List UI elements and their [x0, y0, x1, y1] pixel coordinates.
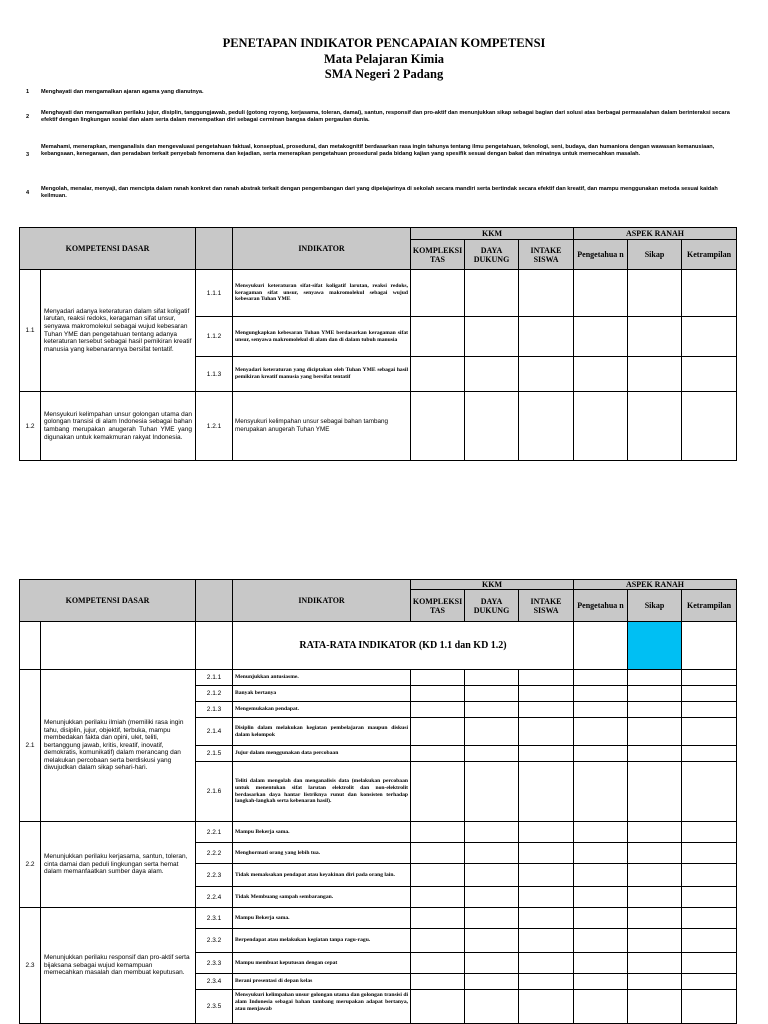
- kkm-intake-cell[interactable]: [519, 822, 574, 843]
- empty-cell: [196, 622, 233, 670]
- attitude-cell[interactable]: [628, 317, 682, 357]
- kkm-complexity-cell[interactable]: [411, 953, 465, 974]
- indicator-text: Mensyukuri kelimpahan unsur golongan utama dan golongan transisi di alam Indonesia sebagai bahan tambang merupakan adapat bertanya, atau menjawab: [233, 990, 411, 1024]
- attitude-header: Sikap: [628, 590, 682, 622]
- knowledge-cell[interactable]: [574, 908, 628, 929]
- school-title: SMA Negeri 2 Padang: [324, 67, 444, 81]
- kkm-support-cell[interactable]: [465, 270, 519, 317]
- attitude-cell[interactable]: [628, 270, 682, 317]
- kkm-complexity-cell[interactable]: [411, 762, 465, 822]
- indicator-number: 1.1.3: [196, 357, 233, 392]
- kkm-support-cell[interactable]: [465, 670, 519, 686]
- attitude-cell[interactable]: [628, 822, 682, 843]
- indicator-number: 2.2.2: [196, 843, 233, 864]
- kkm-complexity-cell[interactable]: [411, 822, 465, 843]
- core-competency-2: [26, 110, 736, 126]
- attitude-cell[interactable]: [628, 718, 682, 746]
- empty-cell: [41, 622, 196, 670]
- kkm-intake-cell[interactable]: [519, 762, 574, 822]
- kd-text: Menyadari adanya keteraturan dalam sifat koligatif larutan, reaksi redoks, keragaman sifat unsur, senyawa makromolekul sebagai wujud kebesaran Tuhan YME dan pengetahuan tentang adanya keteraturan tersebut sebagai hasil pemikiran kreatif manusia yang kebenarannya bersifat tentatif.: [41, 270, 196, 392]
- kkm-complexity-cell[interactable]: [411, 317, 465, 357]
- indicator-text: Mensyukuri kelimpahan unsur sebagai bahan tambang merupakan anugerah Tuhan YME: [233, 392, 411, 461]
- core-competency-text: Menghayati dan mengamalkan perilaku jujur, disiplin, tanggungjawab, peduli (gotong royong, kerjasama, toleran, damai), santun, responsif dan pro-aktif dan menunjukkan sikap sebagai bagian dari solusi atas berbagai permasalahan dalam berinteraksi secara efektif dengan lingkungan sosial dan alam serta dalam menempatkan diri sebagai cerminan bangsa dalam pergaulan dunia.: [41, 110, 730, 123]
- indicator-text: Berani presentasi di depan kelas: [233, 974, 411, 990]
- skill-cell[interactable]: [682, 953, 737, 974]
- kd-header: KOMPETENSI DASAR: [20, 228, 196, 270]
- skill-cell[interactable]: [682, 762, 737, 822]
- knowledge-header: Pengetahua n: [574, 240, 628, 270]
- core-competency-4: [26, 186, 736, 202]
- skill-cell[interactable]: [682, 270, 737, 317]
- indicator-text: Mengemukakan pendapat.: [233, 702, 411, 718]
- indicator-text: Mampu membuat keputusan dengan cepat: [233, 953, 411, 974]
- kkm-support-cell[interactable]: [465, 746, 519, 762]
- kkm-header: KKM: [411, 580, 574, 590]
- complexity-header: KOMPLEKSI TAS: [411, 590, 465, 622]
- attitude-cell[interactable]: [628, 357, 682, 392]
- knowledge-cell[interactable]: [574, 843, 628, 864]
- indicator-text: Berpendapat atau melakukan kegiatan tanpa ragu-ragu.: [233, 929, 411, 953]
- kkm-support-cell[interactable]: [465, 317, 519, 357]
- indicator-number: 2.3.4: [196, 974, 233, 990]
- knowledge-cell[interactable]: [574, 974, 628, 990]
- kkm-intake-cell[interactable]: [519, 974, 574, 990]
- kkm-support-cell[interactable]: [465, 974, 519, 990]
- indicator-number: 2.3.3: [196, 953, 233, 974]
- knowledge-cell[interactable]: [574, 990, 628, 1024]
- knowledge-cell[interactable]: [574, 929, 628, 953]
- kkm-support-cell[interactable]: [465, 822, 519, 843]
- knowledge-cell[interactable]: [574, 953, 628, 974]
- core-competency-1: [26, 89, 736, 97]
- core-competency-text: Menghayati dan mengamalkan ajaran agama yang dianutnya.: [41, 89, 204, 95]
- kkm-complexity-cell[interactable]: [411, 270, 465, 317]
- indicator-text: Mampu Bekerja sama.: [233, 908, 411, 929]
- kkm-complexity-cell[interactable]: [411, 908, 465, 929]
- kd-text: Mensyukuri kelimpahan unsur golongan utama dan golongan transisi di alam Indonesia sebagai bahan tambang merupakan anugerah Tuhan YME yang digunakan untuk kemakmuran rakyat Indonesia.: [41, 392, 196, 461]
- indicator-number: 2.2.3: [196, 864, 233, 887]
- table-row: [20, 392, 737, 461]
- average-label: RATA-RATA INDIKATOR (KD 1.1 dan KD 1.2): [233, 622, 574, 670]
- kkm-complexity-cell[interactable]: [411, 843, 465, 864]
- core-competency-number: 4: [26, 190, 30, 196]
- kkm-support-cell[interactable]: [465, 686, 519, 702]
- knowledge-cell[interactable]: [574, 357, 628, 392]
- skill-cell[interactable]: [682, 357, 737, 392]
- indicator-number: 2.1.3: [196, 702, 233, 718]
- indicator-number: 2.1.6: [196, 762, 233, 822]
- table-row: [20, 670, 737, 686]
- indicator-number: 2.3.2: [196, 929, 233, 953]
- kkm-complexity-cell[interactable]: [411, 392, 465, 461]
- skill-cell[interactable]: [682, 702, 737, 718]
- skill-cell[interactable]: [682, 392, 737, 461]
- indicator-header: INDIKATOR: [233, 580, 411, 622]
- attitude-header: Sikap: [628, 240, 682, 270]
- kkm-complexity-cell[interactable]: [411, 686, 465, 702]
- aspect-header: ASPEK RANAH: [574, 580, 737, 590]
- indicator-number: 2.1.2: [196, 686, 233, 702]
- attitude-cell[interactable]: [628, 908, 682, 929]
- kkm-complexity-cell[interactable]: [411, 670, 465, 686]
- kkm-support-cell[interactable]: [465, 762, 519, 822]
- core-competency-3: [26, 144, 736, 168]
- indicator-number-header: [196, 228, 233, 270]
- kkm-support-cell[interactable]: [465, 953, 519, 974]
- complexity-header: KOMPLEKSI TAS: [411, 240, 465, 270]
- kd-number: 1.1: [20, 270, 41, 392]
- kkm-complexity-cell[interactable]: [411, 746, 465, 762]
- skill-cell[interactable]: [682, 746, 737, 762]
- kkm-complexity-cell[interactable]: [411, 887, 465, 908]
- indicator-text: Disiplin dalam melakukan kegiatan pembelajaran maupun diskusi dalam kelompok: [233, 718, 411, 746]
- kkm-complexity-cell[interactable]: [411, 702, 465, 718]
- skill-cell[interactable]: [682, 887, 737, 908]
- subject-title: Mata Pelajaran Kimia: [323, 51, 445, 66]
- kkm-complexity-cell[interactable]: [411, 357, 465, 392]
- kkm-support-cell[interactable]: [465, 702, 519, 718]
- indicator-text: Tidak memaksakan pendapat atau keyakinan diri pada orang lain.: [233, 864, 411, 887]
- kkm-support-cell[interactable]: [465, 843, 519, 864]
- kd-number: 1.2: [20, 392, 41, 461]
- attitude-cell[interactable]: [628, 864, 682, 887]
- core-competency-number: 1: [26, 89, 30, 95]
- document-title: PENETAPAN INDIKATOR PENCAPAIAN KOMPETENSI: [222, 36, 546, 50]
- attitude-cell[interactable]: [628, 686, 682, 702]
- skill-cell[interactable]: [682, 929, 737, 953]
- support-header: DAYA DUKUNG: [465, 590, 519, 622]
- attitude-cell[interactable]: [628, 670, 682, 686]
- attitude-cell[interactable]: [628, 887, 682, 908]
- intake-header: INTAKE SISWA: [519, 240, 574, 270]
- skill-cell[interactable]: [682, 822, 737, 843]
- indicator-text: Banyak bertanya: [233, 686, 411, 702]
- knowledge-cell[interactable]: [574, 762, 628, 822]
- kkm-intake-cell[interactable]: [519, 702, 574, 718]
- kkm-intake-cell[interactable]: [519, 887, 574, 908]
- table-row: [20, 908, 737, 929]
- knowledge-cell[interactable]: [574, 686, 628, 702]
- indicator-text: Mensyukuri keteraturan sifat-sifat koligatif larutan, reaksi redoks, keragaman sifat unsur, senyawa makromolekul sebagai wujud kebesaran Tuhan YME: [233, 270, 411, 317]
- kd-text: Menunjukkan perilaku kerjasama, santun, toleran, cinta damai dan peduli lingkungan serta hemat dalam memanfaatkan sumber daya alam.: [41, 822, 196, 908]
- knowledge-cell[interactable]: [574, 718, 628, 746]
- skill-cell[interactable]: [682, 622, 737, 670]
- kkm-intake-cell[interactable]: [519, 270, 574, 317]
- skill-cell[interactable]: [682, 864, 737, 887]
- indicator-text: Mengungkapkan kebesaran Tuhan YME berdasarkan keragaman sifat unsur, senyawa makromolekul di alam dan di dalam tubuh manusia: [233, 317, 411, 357]
- attitude-cell[interactable]: [628, 990, 682, 1024]
- table-row: [20, 270, 737, 317]
- attitude-cell[interactable]: [628, 953, 682, 974]
- kkm-support-cell[interactable]: [465, 392, 519, 461]
- indicator-number: 2.3.1: [196, 908, 233, 929]
- kkm-intake-cell[interactable]: [519, 864, 574, 887]
- kd-text: Menunjukkan perilaku responsif dan pro-aktif serta bijaksana sebagai wujud kemampuan memecahkan masalah dan membuat keputusan.: [41, 908, 196, 1024]
- core-competency-text: Mengolah, menalar, menyaji, dan mencipta dalam ranah konkret dan ranah abstrak terkait dengan pengembangan dari yang dipelajarinya di sekolah secara mandiri serta bertindak secara efektif dan kreatif, dan mampu menggunakan metoda sesuai kaidah keilmuan.: [41, 186, 718, 199]
- indicator-text: Menunjukkan antusiasme.: [233, 670, 411, 686]
- competency-table-1: [19, 227, 737, 461]
- document-header: [0, 36, 768, 83]
- kd-number: 2.1: [20, 670, 41, 822]
- kkm-intake-cell[interactable]: [519, 953, 574, 974]
- kkm-intake-cell[interactable]: [519, 843, 574, 864]
- kkm-support-cell[interactable]: [465, 357, 519, 392]
- attitude-cell[interactable]: [628, 843, 682, 864]
- indicator-number: 2.1.5: [196, 746, 233, 762]
- skill-cell[interactable]: [682, 718, 737, 746]
- indicator-number: 2.2.1: [196, 822, 233, 843]
- indicator-number: 1.2.1: [196, 392, 233, 461]
- knowledge-cell[interactable]: [574, 317, 628, 357]
- kkm-intake-cell[interactable]: [519, 670, 574, 686]
- kkm-intake-cell[interactable]: [519, 317, 574, 357]
- knowledge-cell[interactable]: [574, 702, 628, 718]
- core-competency-number: 3: [26, 152, 30, 158]
- intake-header: INTAKE SISWA: [519, 590, 574, 622]
- attitude-cell[interactable]: [628, 702, 682, 718]
- skill-cell[interactable]: [682, 974, 737, 990]
- knowledge-cell[interactable]: [574, 670, 628, 686]
- skill-cell[interactable]: [682, 670, 737, 686]
- kkm-intake-cell[interactable]: [519, 686, 574, 702]
- kkm-support-cell[interactable]: [465, 990, 519, 1024]
- knowledge-cell[interactable]: [574, 887, 628, 908]
- skill-cell[interactable]: [682, 843, 737, 864]
- kkm-support-cell[interactable]: [465, 887, 519, 908]
- indicator-number: 1.1.1: [196, 270, 233, 317]
- indicator-header: INDIKATOR: [233, 228, 411, 270]
- skill-header: Ketrampilan: [682, 590, 737, 622]
- kkm-intake-cell[interactable]: [519, 746, 574, 762]
- indicator-text: Jujur dalam menggunakan data percobaan: [233, 746, 411, 762]
- kkm-support-cell[interactable]: [465, 864, 519, 887]
- aspect-header: ASPEK RANAH: [574, 228, 737, 240]
- skill-cell[interactable]: [682, 908, 737, 929]
- attitude-cell[interactable]: [628, 929, 682, 953]
- knowledge-cell[interactable]: [574, 270, 628, 317]
- kkm-complexity-cell[interactable]: [411, 929, 465, 953]
- indicator-number-header: [196, 580, 233, 622]
- kkm-complexity-cell[interactable]: [411, 864, 465, 887]
- attitude-cell[interactable]: [628, 974, 682, 990]
- competency-table-2: [19, 579, 737, 1024]
- empty-cell: [20, 622, 41, 670]
- knowledge-cell[interactable]: [574, 864, 628, 887]
- kkm-support-cell[interactable]: [465, 908, 519, 929]
- attitude-cell[interactable]: [628, 746, 682, 762]
- average-row: [20, 622, 737, 670]
- kkm-intake-cell[interactable]: [519, 357, 574, 392]
- indicator-number: 1.1.2: [196, 317, 233, 357]
- indicator-text: Teliti dalam mengolah dan menganalisis data (melakukan percobaan untuk menentukan sifat larutan elektrolit dan non-elektrolit berdasarkan daya hantar listriknya runut dan konsisten terhadap langkah-langkah serta kebenaran hasil).: [233, 762, 411, 822]
- kkm-support-cell[interactable]: [465, 929, 519, 953]
- kkm-complexity-cell[interactable]: [411, 718, 465, 746]
- kd-number: 2.3: [20, 908, 41, 1024]
- indicator-text: Mampu Bekerja sama.: [233, 822, 411, 843]
- indicator-number: 2.1.1: [196, 670, 233, 686]
- kd-text: Menunjukkan perilaku ilmiah (memiliki rasa ingin tahu, disiplin, jujur, objektif, terbuka, mampu membedakan fakta dan opini, ulet, teliti, bertanggung jawab, kritis, kreatif, inovatif, demokratis, komunikatif) dalam merancang dan melakukan percobaan serta berdiskusi yang diwujudkan dalam sikap sehari-hari.: [41, 670, 196, 822]
- indicator-text: Menyadari keteraturan yang diciptakan oleh Tuhan YME sebagai hasil pemikiran kreatif manusia yang bersifat tentatif: [233, 357, 411, 392]
- kkm-support-cell[interactable]: [465, 718, 519, 746]
- core-competency-text: Memahami, menerapkan, menganalisis dan mengevaluasi pengetahuan faktual, konseptual, prosedural, dan metakognitif berdasarkan rasa ingin tahunya tentang ilmu pengetahuan, teknologi, seni, budaya, dan humaniora dengan wawasan kemanusiaan, kebangsaan, kenegaraan, dan peradaban terkait penyebab fenomena dan kejadian, serta menerapkan pengetahuan prosedural pada bidang kajian yang spesifik sesuai dengan bakat dan minatnya untuk memecahkan masalah.: [41, 144, 715, 157]
- skill-cell[interactable]: [682, 686, 737, 702]
- kkm-intake-cell[interactable]: [519, 392, 574, 461]
- kd-number: 2.2: [20, 822, 41, 908]
- indicator-text: Tidak Membuang sampah sembarangan.: [233, 887, 411, 908]
- kd-header: KOMPETENSI DASAR: [20, 580, 196, 622]
- skill-cell[interactable]: [682, 990, 737, 1024]
- skill-cell[interactable]: [682, 317, 737, 357]
- indicator-number: 2.2.4: [196, 887, 233, 908]
- skill-header: Ketrampilan: [682, 240, 737, 270]
- knowledge-cell[interactable]: [574, 622, 628, 670]
- indicator-number: 2.1.4: [196, 718, 233, 746]
- kkm-complexity-cell[interactable]: [411, 990, 465, 1024]
- indicator-text: Menghormati orang yang lebih tua.: [233, 843, 411, 864]
- knowledge-cell[interactable]: [574, 392, 628, 461]
- kkm-header: KKM: [411, 228, 574, 240]
- core-competency-number: 2: [26, 114, 30, 120]
- knowledge-cell[interactable]: [574, 822, 628, 843]
- table-row: [20, 822, 737, 843]
- kkm-intake-cell[interactable]: [519, 718, 574, 746]
- kkm-intake-cell[interactable]: [519, 990, 574, 1024]
- indicator-number: 2.3.5: [196, 990, 233, 1024]
- knowledge-cell[interactable]: [574, 746, 628, 762]
- attitude-cell[interactable]: [628, 392, 682, 461]
- attitude-cell[interactable]: [628, 762, 682, 822]
- kkm-intake-cell[interactable]: [519, 908, 574, 929]
- knowledge-header: Pengetahua n: [574, 590, 628, 622]
- attitude-average-cell[interactable]: [628, 622, 682, 670]
- kkm-complexity-cell[interactable]: [411, 974, 465, 990]
- support-header: DAYA DUKUNG: [465, 240, 519, 270]
- kkm-intake-cell[interactable]: [519, 929, 574, 953]
